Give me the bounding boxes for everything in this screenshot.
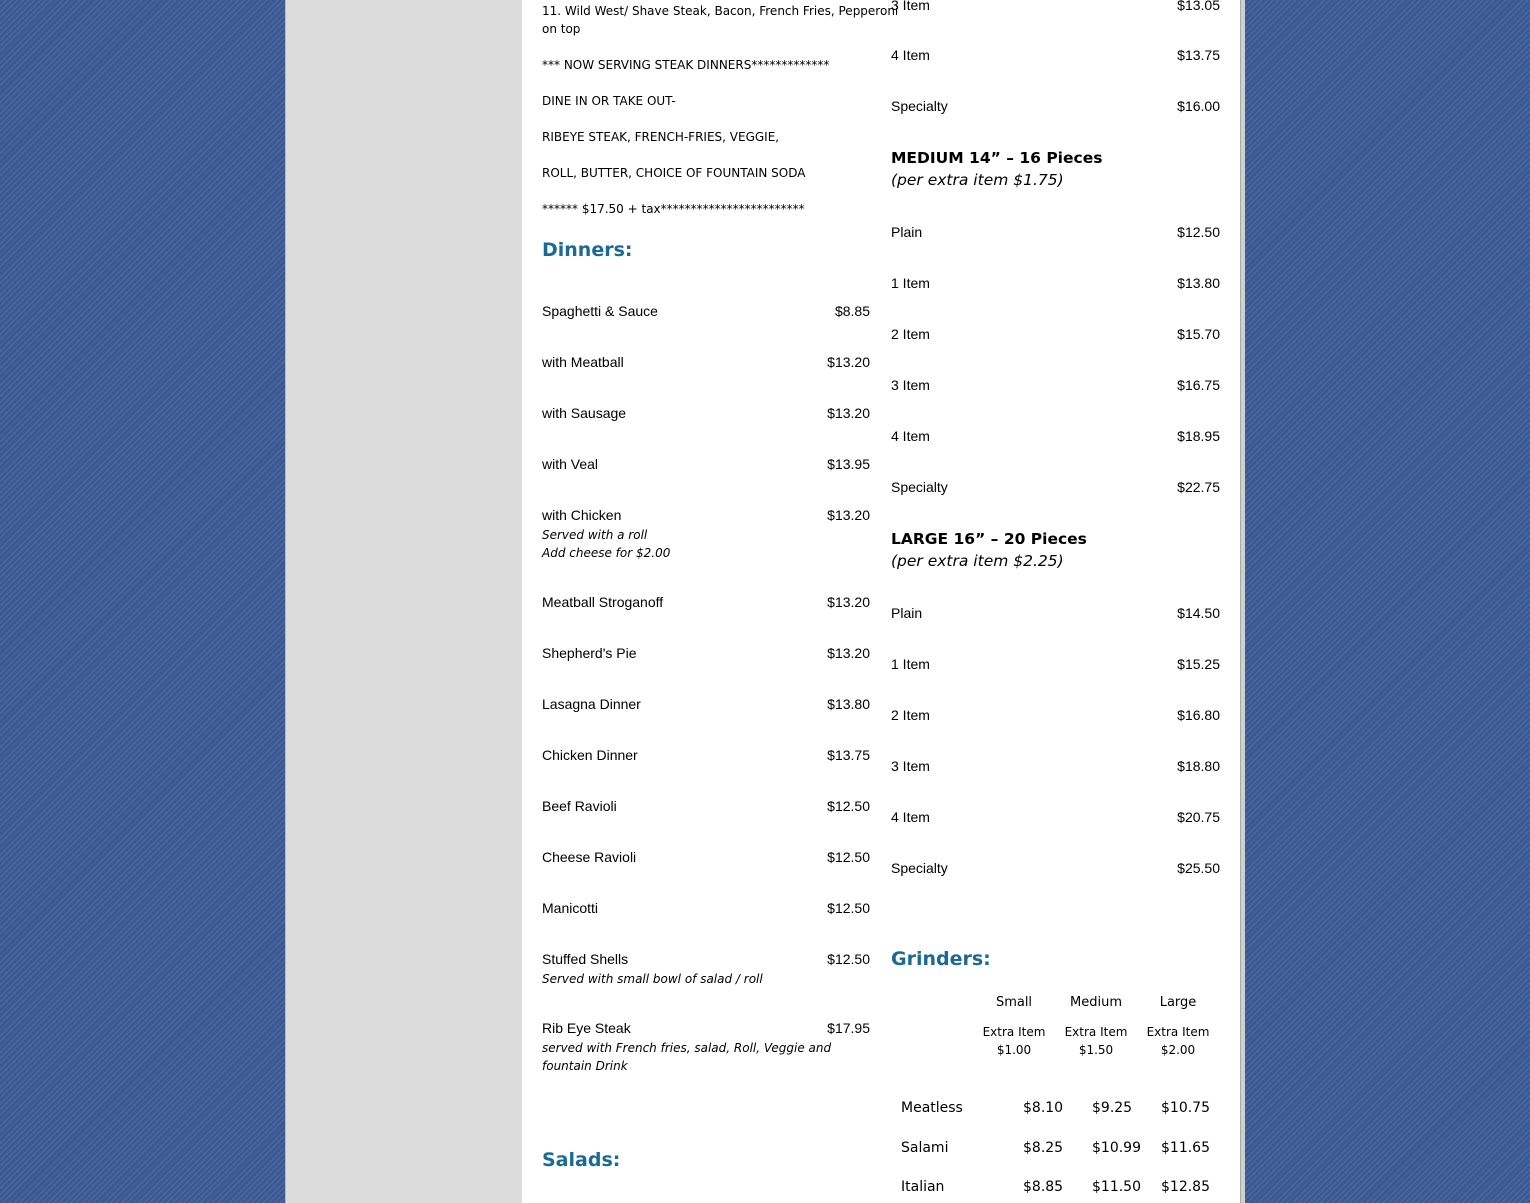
pizza-item-price: $18.95 [1177,428,1220,444]
pizza-item-name: 2 Item [891,707,930,723]
grinder-price-medium: $11.50 [1092,1179,1141,1195]
grinder-size-small: Small [995,995,1033,1010]
dinner-item-price: $12.50 [827,849,870,865]
grinder-extra-label: Extra Item [1064,1025,1128,1039]
pizza-item-name: Plain [891,605,923,621]
grinder-size-medium: Medium [1070,995,1122,1010]
pizza-item-price: $25.50 [1177,860,1220,876]
dinner-item-name: with Sausage [542,405,627,421]
dinner-item-note: Served with small bowl of salad / roll [542,972,763,986]
dinner-item-price: $13.20 [827,507,870,523]
pizza-item-name: 4 Item [891,428,930,444]
special-price-line: ****** $17.50 + tax************************ [542,202,805,216]
dinner-item-price: $13.20 [827,354,870,370]
dinner-item-name: Manicotti [542,900,599,916]
right-border-column [1240,0,1245,1203]
pizza-item-price: $18.80 [1177,758,1220,774]
medium-pizza-subtitle: (per extra item $1.75) [891,171,1064,189]
dinner-item-name: Spaghetti & Sauce [542,303,658,319]
salads-heading: Salads: [542,1149,621,1171]
large-pizza-subtitle: (per extra item $2.25) [891,552,1064,570]
dinner-item-note: Served with a roll [542,528,648,542]
menu-content [522,0,1240,1203]
grinder-item-name: Italian [901,1179,945,1195]
grinder-price-large: $10.75 [1161,1100,1210,1116]
left-sidebar-column [285,0,523,1203]
pizza-item-name: Plain [891,224,923,240]
dinner-item-price: $13.95 [827,456,870,472]
dinner-item-name: Stuffed Shells [542,951,629,967]
dinner-item-name: Beef Ravioli [542,798,617,814]
dine-in-text: DINE IN OR TAKE OUT- [542,94,676,108]
ribeye-text: RIBEYE STEAK, FRENCH-FRIES, VEGGIE, [542,130,780,144]
roll-text: ROLL, BUTTER, CHOICE OF FOUNTAIN SODA [542,166,806,180]
grinder-price-small: $8.85 [1023,1179,1064,1195]
dinner-item-name: Chicken Dinner [542,747,638,763]
pizza-item-price: $15.70 [1177,326,1220,342]
grinder-price-medium: $10.99 [1092,1140,1141,1156]
dinner-item-price: $12.50 [827,900,870,916]
pizza-item-price: $12.50 [1177,224,1220,240]
pizza-item-price: $14.50 [1177,605,1220,621]
pizza-item-price: $13.80 [1177,275,1220,291]
pizza-item-name: Specialty [891,479,948,495]
dinner-item-price: $13.20 [827,405,870,421]
grinder-price-small: $8.10 [1023,1100,1064,1116]
dinner-item-price: $13.75 [827,747,870,763]
pizza-item-price: $13.75 [1177,47,1220,63]
medium-pizza-title: MEDIUM 14” – 16 Pieces [891,149,1103,167]
dinner-item-price: $17.95 [827,1020,870,1036]
dinner-item-name: Shepherd's Pie [542,645,637,661]
dinner-item-note: Add cheese for $2.00 [542,546,671,560]
pizza-item-name: 3 Item [891,758,930,774]
pizza-item-price: $16.00 [1177,98,1220,114]
dinner-item-name: Cheese Ravioli [542,849,637,865]
grinder-extra-price: $2.00 [1160,1043,1196,1057]
dinners-heading: Dinners: [542,239,633,261]
grinder-extra-price: $1.00 [996,1043,1032,1057]
grinder-item-name: Salami [901,1140,949,1156]
dinner-item-name: with Veal [542,456,599,472]
dinner-item-note: served with French fries, salad, Roll, Veggie and [542,1041,832,1055]
wild-west-line-2: on top [542,22,581,36]
dinner-item-price: $12.50 [827,798,870,814]
pizza-item-name: 4 Item [891,47,930,63]
dinner-item-price: $13.20 [827,645,870,661]
pizza-item-name: 4 Item [891,809,930,825]
grinder-extra-price: $1.50 [1078,1043,1114,1057]
pizza-item-name: 2 Item [891,326,930,342]
grinder-price-small: $8.25 [1023,1140,1064,1156]
grinder-price-medium: $9.25 [1092,1100,1133,1116]
pizza-item-name: 1 Item [891,275,930,291]
dinner-item-name: Meatball Stroganoff [542,594,664,610]
pizza-item-price: $16.75 [1177,377,1220,393]
pizza-item-name: 3 Item [891,0,930,13]
grinder-extra-label: Extra Item [982,1025,1046,1039]
dinner-item-name: with Meatball [542,354,624,370]
grinder-extra-label: Extra Item [1146,1025,1210,1039]
dinner-item-name: with Chicken [542,507,622,523]
dinner-item-note: fountain Drink [542,1059,628,1073]
grinder-size-large: Large [1159,995,1197,1010]
pizza-item-name: Specialty [891,860,948,876]
wild-west-line-1: 11. Wild West/ Shave Steak, Bacon, French Fries, Pepperoni [542,4,899,18]
pizza-item-name: 3 Item [891,377,930,393]
steak-dinners-announcement: *** NOW SERVING STEAK DINNERS************* [542,58,830,72]
grinder-price-large: $12.85 [1161,1179,1210,1195]
pizza-item-price: $20.75 [1177,809,1220,825]
large-pizza-title: LARGE 16” – 20 Pieces [891,530,1087,548]
grinder-price-large: $11.65 [1161,1140,1210,1156]
dinner-item-price: $13.20 [827,594,870,610]
pizza-item-name: Specialty [891,98,948,114]
pizza-item-price: $15.25 [1177,656,1220,672]
grinders-heading: Grinders: [891,948,991,970]
dinner-item-name: Lasagna Dinner [542,696,641,712]
dinner-item-name: Rib Eye Steak [542,1020,631,1036]
pizza-item-price: $16.80 [1177,707,1220,723]
dinner-item-price: $13.80 [827,696,870,712]
grinder-item-name: Meatless [901,1100,963,1116]
pizza-item-price: $13.05 [1177,0,1220,13]
pizza-item-name: 1 Item [891,656,930,672]
dinner-item-price: $8.85 [834,303,870,319]
dinner-item-price: $12.50 [827,951,870,967]
pizza-item-price: $22.75 [1177,479,1220,495]
